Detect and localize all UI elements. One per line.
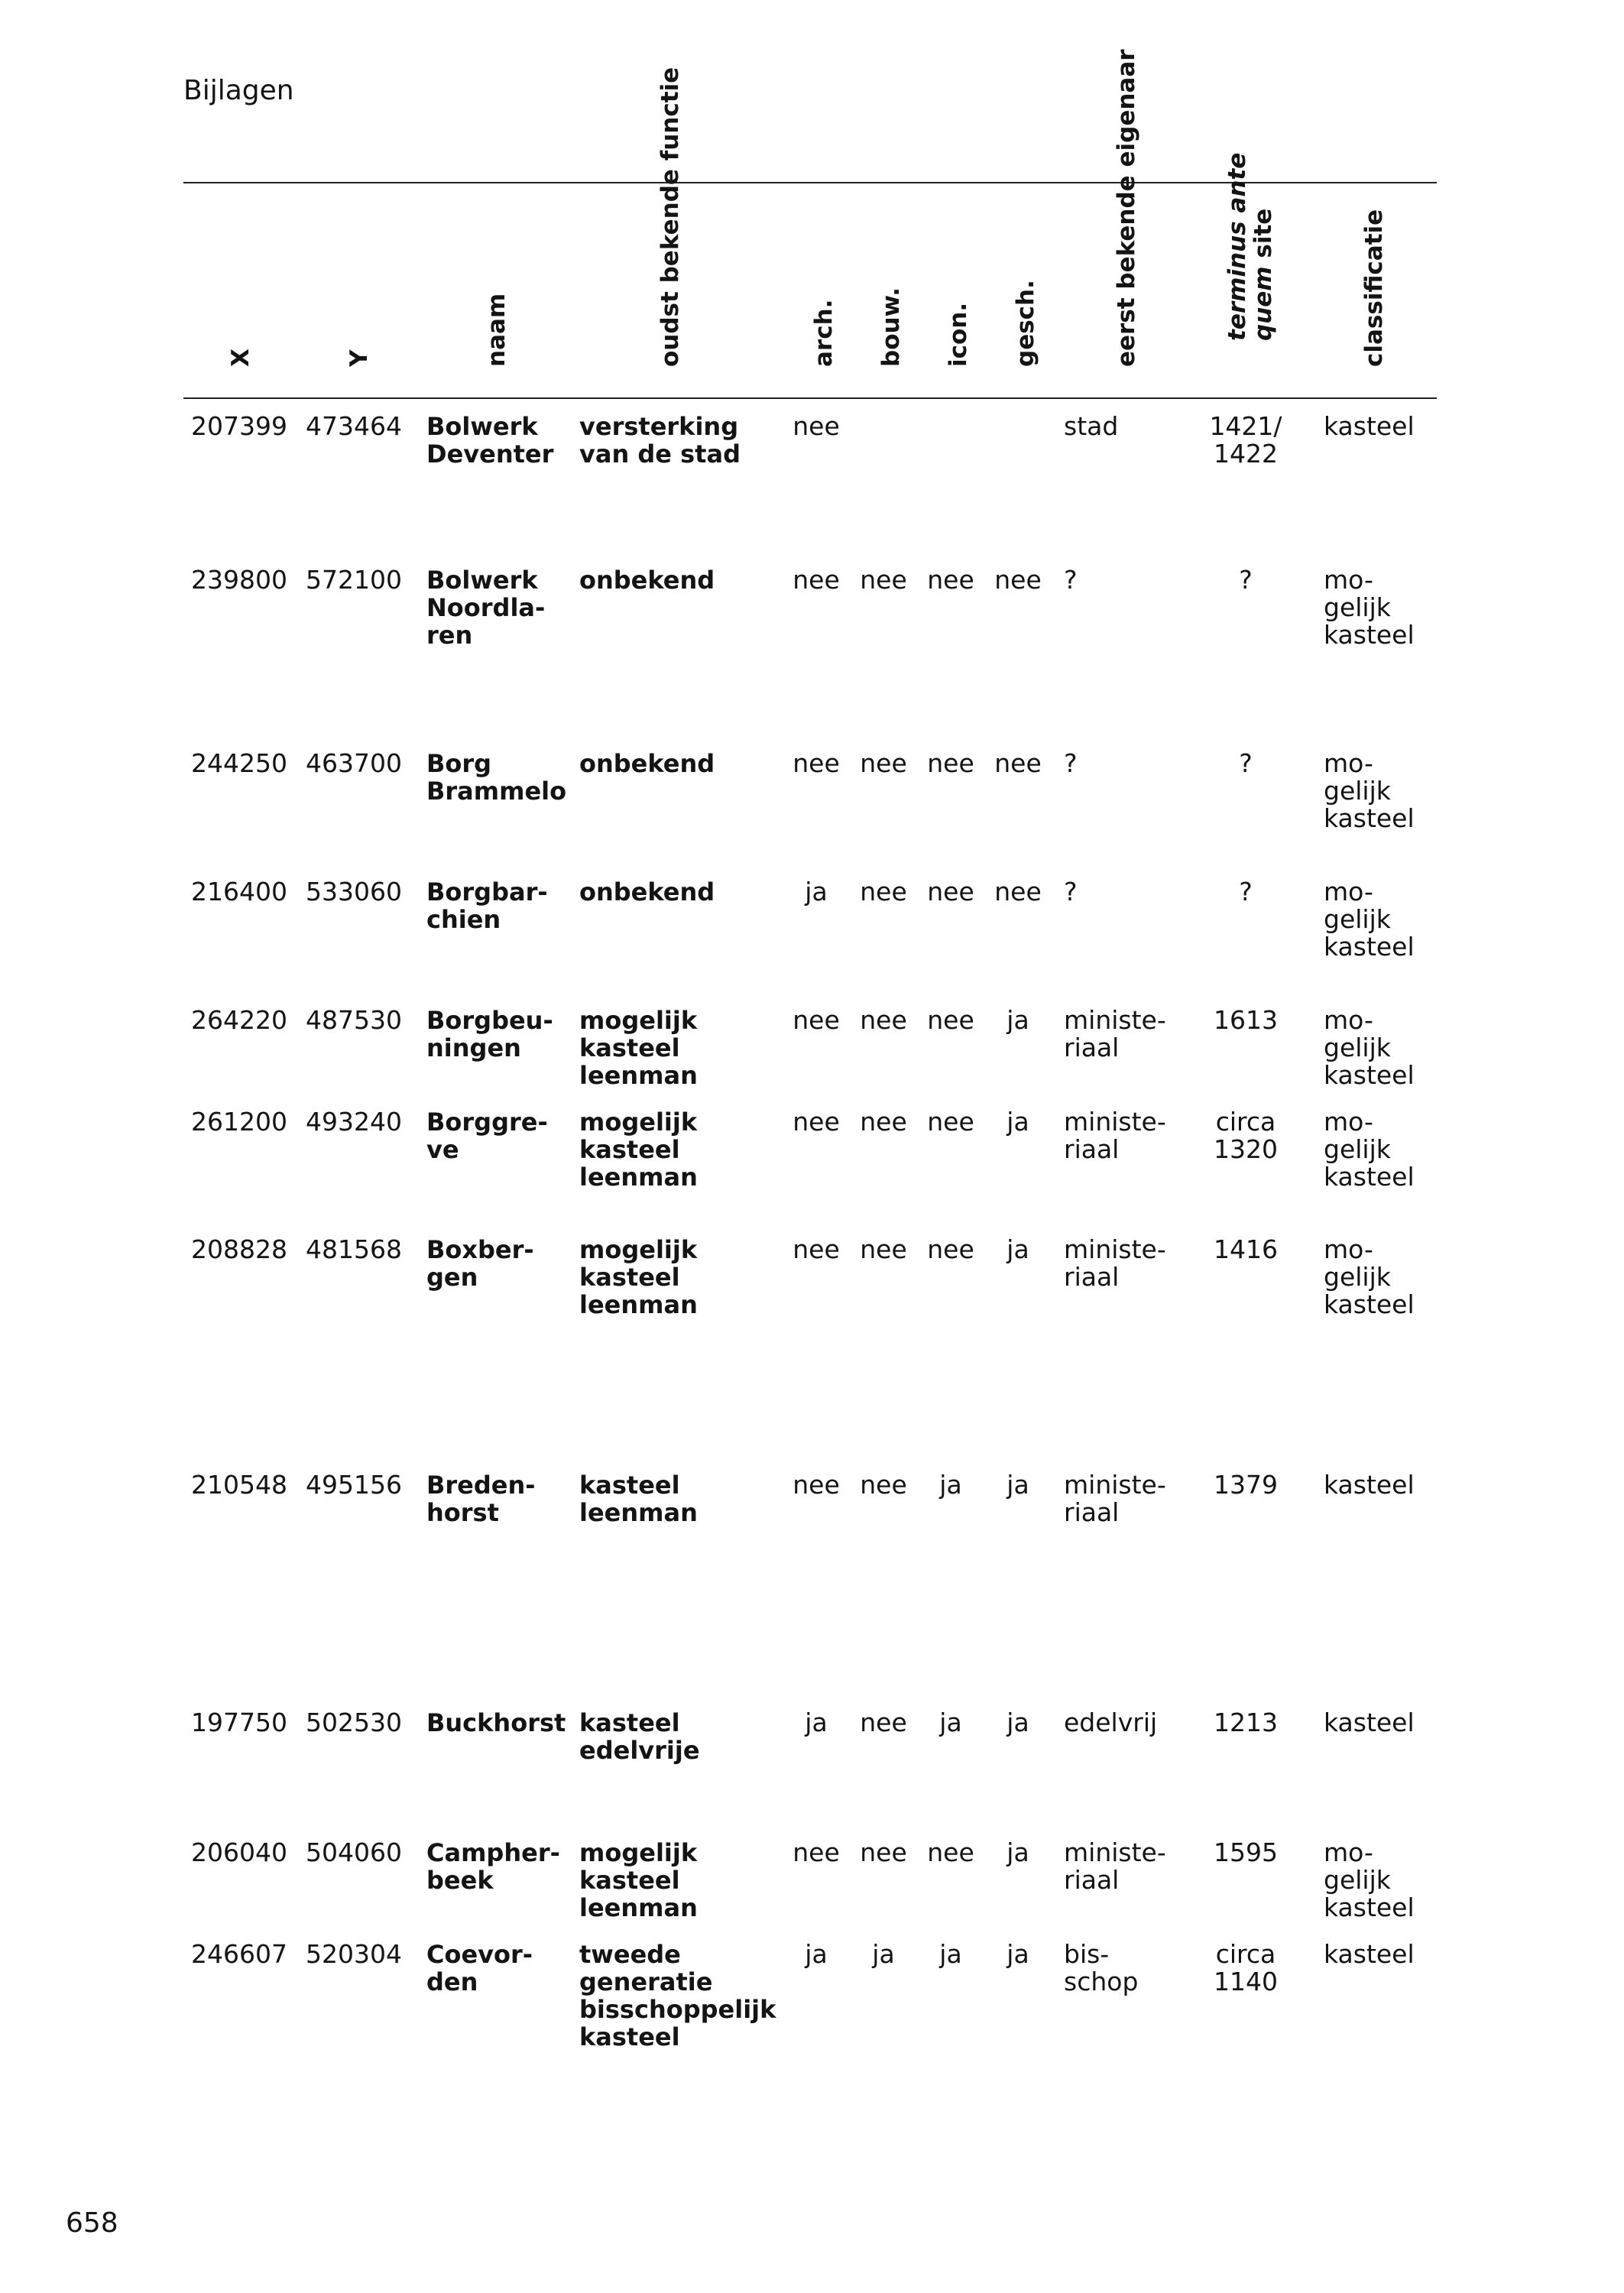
- cell-terminus: 1213: [1214, 1708, 1278, 1737]
- cell-gesch: ja: [1006, 1234, 1029, 1264]
- cell-icon: nee: [927, 565, 974, 595]
- cell-eigenaar: stad: [1064, 411, 1119, 441]
- cell-naam: Coevor- den: [426, 1940, 533, 1996]
- cell-classificatie: mo- gelijk kasteel: [1324, 1107, 1415, 1192]
- cell-naam: Bolwerk Noordla- ren: [426, 566, 546, 650]
- cell-terminus: circa 1320: [1214, 1107, 1278, 1164]
- cell-naam: Breden- horst: [426, 1471, 536, 1527]
- cell-bouw: nee: [860, 1234, 907, 1264]
- cell-gesch: nee: [994, 877, 1042, 906]
- cell-x: 264220: [191, 1005, 287, 1035]
- cell-bouw: ja: [872, 1939, 895, 1969]
- cell-y: 533060: [306, 877, 402, 906]
- cell-icon: ja: [939, 1470, 962, 1500]
- cell-gesch: ja: [1006, 1107, 1029, 1137]
- cell-icon: nee: [927, 748, 974, 778]
- cell-arch: ja: [805, 877, 828, 906]
- column-header-classificatie: classificatie: [1360, 209, 1388, 367]
- table-row: [0, 565, 1624, 650]
- table-header-rule: [183, 397, 1437, 399]
- column-header-icon: icon.: [945, 302, 972, 367]
- cell-terminus: 1595: [1214, 1837, 1278, 1867]
- cell-functie: mogelijk kasteel leenman: [579, 1235, 698, 1319]
- cell-y: 572100: [306, 565, 402, 595]
- cell-gesch: ja: [1006, 1708, 1029, 1737]
- cell-functie: tweede generatie bisschoppelijk kasteel: [579, 1940, 776, 2051]
- table-row: [0, 877, 1624, 962]
- cell-eigenaar: ministe- riaal: [1064, 1470, 1166, 1527]
- column-header-eigenaar: eerst bekende eigenaar: [1113, 49, 1140, 367]
- cell-arch: ja: [805, 1708, 828, 1737]
- cell-y: 463700: [306, 748, 402, 778]
- cell-classificatie: mo- gelijk kasteel: [1324, 1234, 1415, 1319]
- cell-terminus: 1421/ 1422: [1209, 411, 1282, 469]
- cell-naam: Borg Brammelo: [426, 749, 567, 806]
- cell-functie: mogelijk kasteel leenman: [579, 1108, 698, 1192]
- cell-classificatie: kasteel: [1324, 411, 1415, 441]
- table-row: [0, 411, 1624, 469]
- cell-arch: nee: [793, 1234, 840, 1264]
- column-header-y: Y: [345, 349, 373, 367]
- cell-x: 206040: [191, 1837, 287, 1867]
- column-header-bouw: bouw.: [877, 287, 905, 367]
- cell-icon: nee: [927, 1234, 974, 1264]
- cell-x: 216400: [191, 877, 287, 906]
- cell-gesch: ja: [1006, 1837, 1029, 1867]
- column-header-functie: oudst bekende functie: [656, 66, 684, 367]
- cell-eigenaar: bis- schop: [1064, 1939, 1139, 1996]
- cell-naam: Campher- beek: [426, 1838, 560, 1895]
- table-row: [0, 1107, 1624, 1192]
- cell-eigenaar: ministe- riaal: [1064, 1005, 1166, 1062]
- cell-gesch: ja: [1006, 1939, 1029, 1969]
- cell-y: 520304: [306, 1939, 402, 1969]
- cell-arch: nee: [793, 1837, 840, 1867]
- table-row: [0, 1234, 1624, 1319]
- cell-functie: versterking van de stad: [579, 412, 741, 469]
- cell-y: 493240: [306, 1107, 402, 1137]
- cell-eigenaar: ?: [1064, 565, 1078, 595]
- cell-functie: onbekend: [579, 877, 715, 906]
- cell-bouw: nee: [860, 565, 907, 595]
- cell-y: 487530: [306, 1005, 402, 1035]
- cell-naam: Boxber- gen: [426, 1235, 534, 1292]
- cell-bouw: nee: [860, 877, 907, 906]
- column-header-terminus: terminus ante quem site: [1224, 152, 1277, 341]
- cell-x: 244250: [191, 748, 287, 778]
- cell-bouw: nee: [860, 748, 907, 778]
- cell-x: 208828: [191, 1234, 287, 1264]
- cell-classificatie: kasteel: [1324, 1708, 1415, 1737]
- cell-y: 495156: [306, 1470, 402, 1500]
- table-row: [0, 1708, 1624, 1765]
- cell-terminus: 1379: [1214, 1470, 1278, 1500]
- cell-arch: nee: [793, 1005, 840, 1035]
- cell-naam: Borgbeu- ningen: [426, 1006, 553, 1062]
- cell-icon: ja: [939, 1939, 962, 1969]
- cell-eigenaar: edelvrij: [1064, 1708, 1158, 1737]
- cell-naam: Borgbar- chien: [426, 877, 548, 934]
- cell-eigenaar: ministe- riaal: [1064, 1234, 1166, 1292]
- cell-x: 207399: [191, 411, 287, 441]
- cell-x: 246607: [191, 1939, 287, 1969]
- cell-naam: Buckhorst: [426, 1708, 566, 1737]
- cell-bouw: nee: [860, 1470, 907, 1500]
- cell-x: 210548: [191, 1470, 287, 1500]
- cell-y: 473464: [306, 411, 402, 441]
- column-header-gesch: gesch.: [1012, 280, 1039, 367]
- cell-classificatie: mo- gelijk kasteel: [1324, 1005, 1415, 1090]
- cell-classificatie: mo- gelijk kasteel: [1324, 565, 1415, 650]
- cell-icon: nee: [927, 1005, 974, 1035]
- cell-arch: nee: [793, 565, 840, 595]
- cell-terminus: 1416: [1214, 1234, 1278, 1264]
- table-row: [0, 1470, 1624, 1527]
- cell-bouw: nee: [860, 1708, 907, 1737]
- cell-functie: onbekend: [579, 749, 715, 778]
- cell-bouw: nee: [860, 1837, 907, 1867]
- cell-functie: onbekend: [579, 566, 715, 595]
- column-header-x: X: [227, 349, 254, 367]
- cell-naam: Borggre- ve: [426, 1108, 548, 1164]
- cell-y: 504060: [306, 1837, 402, 1867]
- cell-functie: kasteel leenman: [579, 1471, 698, 1527]
- cell-functie: mogelijk kasteel leenman: [579, 1838, 698, 1922]
- column-header-arch: arch.: [810, 299, 838, 367]
- cell-icon: nee: [927, 1107, 974, 1137]
- cell-y: 481568: [306, 1234, 402, 1264]
- column-header-naam: naam: [483, 293, 511, 367]
- cell-classificatie: mo- gelijk kasteel: [1324, 877, 1415, 962]
- cell-terminus: ?: [1239, 748, 1253, 778]
- cell-classificatie: kasteel: [1324, 1939, 1415, 1969]
- table-row: [0, 1837, 1624, 1922]
- cell-classificatie: mo- gelijk kasteel: [1324, 1837, 1415, 1922]
- cell-functie: mogelijk kasteel leenman: [579, 1006, 698, 1090]
- table-row: [0, 748, 1624, 833]
- cell-arch: nee: [793, 748, 840, 778]
- cell-bouw: nee: [860, 1107, 907, 1137]
- cell-functie: kasteel edelvrije: [579, 1708, 700, 1765]
- cell-gesch: nee: [994, 565, 1042, 595]
- cell-eigenaar: ?: [1064, 877, 1078, 906]
- cell-gesch: ja: [1006, 1470, 1029, 1500]
- cell-x: 197750: [191, 1708, 287, 1737]
- cell-x: 261200: [191, 1107, 287, 1137]
- running-head: Bijlagen: [183, 75, 294, 106]
- cell-arch: nee: [793, 1107, 840, 1137]
- cell-gesch: ja: [1006, 1005, 1029, 1035]
- cell-eigenaar: ministe- riaal: [1064, 1837, 1166, 1895]
- cell-arch: nee: [793, 411, 840, 441]
- cell-icon: nee: [927, 1837, 974, 1867]
- cell-terminus: circa 1140: [1214, 1939, 1278, 1996]
- cell-bouw: nee: [860, 1005, 907, 1035]
- cell-icon: ja: [939, 1708, 962, 1737]
- cell-classificatie: mo- gelijk kasteel: [1324, 748, 1415, 833]
- cell-terminus: ?: [1239, 565, 1253, 595]
- cell-classificatie: kasteel: [1324, 1470, 1415, 1500]
- page-number: 658: [66, 2207, 118, 2239]
- cell-arch: nee: [793, 1470, 840, 1500]
- cell-arch: ja: [805, 1939, 828, 1969]
- cell-naam: Bolwerk Deventer: [426, 412, 554, 469]
- cell-y: 502530: [306, 1708, 402, 1737]
- cell-x: 239800: [191, 565, 287, 595]
- cell-gesch: nee: [994, 748, 1042, 778]
- cell-eigenaar: ?: [1064, 748, 1078, 778]
- cell-terminus: ?: [1239, 877, 1253, 906]
- cell-eigenaar: ministe- riaal: [1064, 1107, 1166, 1164]
- cell-icon: nee: [927, 877, 974, 906]
- cell-terminus: 1613: [1214, 1005, 1278, 1035]
